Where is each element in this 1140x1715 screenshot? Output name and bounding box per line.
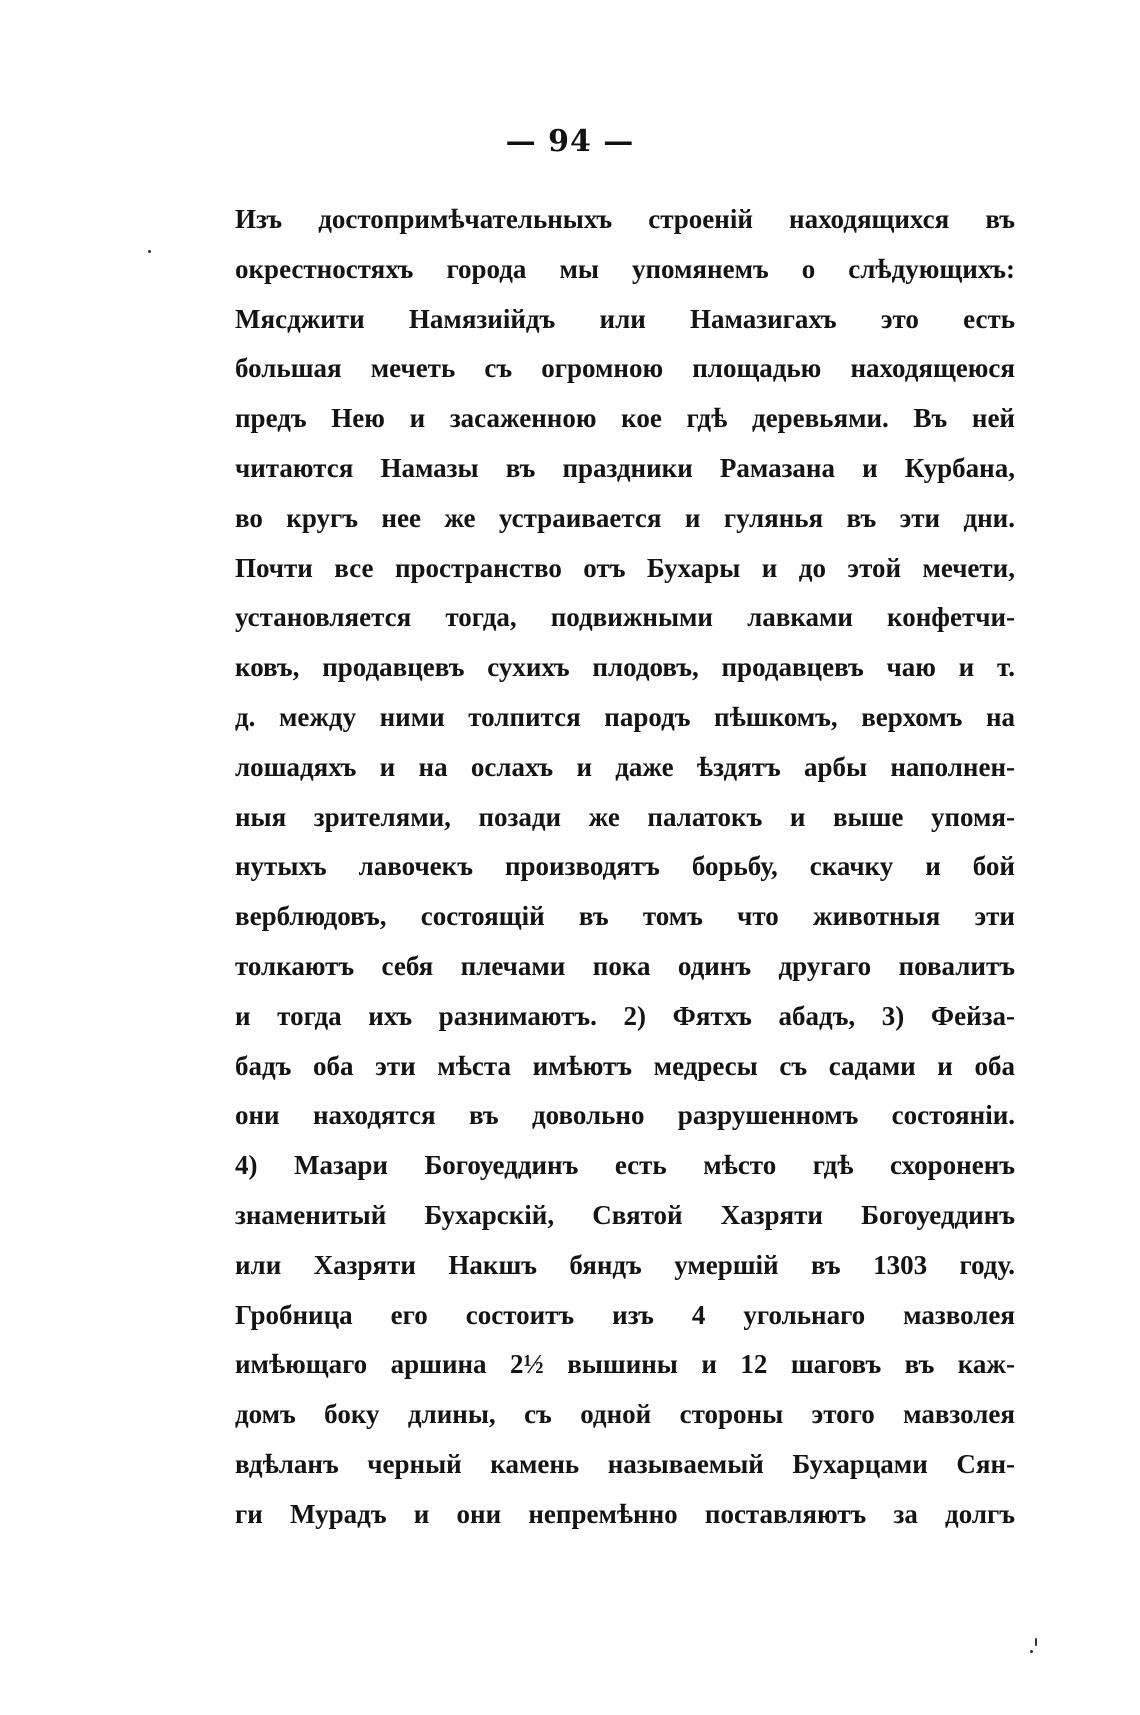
- text-line: читаются Намазы въ праздники Рамазана и Курбана,: [235, 452, 1015, 483]
- page-number: — 94 —: [505, 124, 635, 159]
- text-line: установляется тогда, подвижными лавками конфетчи-: [235, 602, 1015, 633]
- text-line: толкаютъ себя плечами пока одинъ другаго повалитъ: [235, 950, 1015, 981]
- text-line: или Хазряти Накшъ бяндъ умершій въ 1303 году.: [235, 1249, 1015, 1280]
- text-line: Мясджити Намязиійдъ или Намазигахъ это есть: [235, 303, 1015, 334]
- text-line: лошадяхъ и на ослахъ и даже ѣздятъ арбы наполнен-: [235, 751, 1015, 782]
- text-line: нутыхъ лавочекъ производятъ борьбу, скачку и бой: [235, 851, 1015, 882]
- text-line: и тогда ихъ разнимаютъ. 2) Фятхъ абадъ, 3) Фейза-: [235, 1000, 1015, 1031]
- text-line: ги Мурадъ и они непремѣнно поставляютъ за долгъ: [235, 1498, 1015, 1529]
- text-line: Почти все пространство отъ Бухары и до этой мечети,: [235, 552, 1015, 583]
- text-line: имѣющаго аршина 2½ вышины и 12 шаговъ въ каж-: [235, 1349, 1015, 1380]
- text-line: во кругъ нее же устраивается и гулянья въ эти дни.: [235, 502, 1015, 533]
- text-line: ковъ, продавцевъ сухихъ плодовъ, продавцевъ чаю и т.: [235, 652, 1015, 683]
- text-line: бадъ оба эти мѣста имѣютъ медресы съ садами и оба: [235, 1050, 1015, 1081]
- scan-speck: [1035, 1638, 1037, 1646]
- text-line: вдѣланъ черный камень называемый Бухарцами Сян-: [235, 1448, 1015, 1479]
- text-line: домъ боку длины, съ одной стороны этого мавзолея: [235, 1399, 1015, 1430]
- text-line: 4) Мазари Богоуеддинъ есть мѣсто гдѣ схороненъ: [235, 1150, 1015, 1181]
- text-line: Изъ достопримѣчательныхъ строеній находящихся въ: [235, 204, 1015, 234]
- text-line: большая мечеть съ огромною площадью находящеюся: [235, 353, 1015, 384]
- text-line: предъ Нею и засаженною кое гдѣ деревьями. Въ ней: [235, 403, 1015, 434]
- text-line: верблюдовъ, состоящій въ томъ что животныя эти: [235, 901, 1015, 932]
- text-line: Гробница его состоитъ изъ 4 угольнаго мазволея: [235, 1299, 1015, 1330]
- scan-speck: [148, 250, 151, 253]
- text-line: знаменитый Бухарскій, Святой Хазряти Богоуеддинъ: [235, 1199, 1015, 1230]
- text-line: они находятся въ довольно разрушенномъ состояніи.: [235, 1100, 1015, 1131]
- text-line: ныя зрителями, позади же палатокъ и выше упомя-: [235, 801, 1015, 832]
- body-text: [235, 195, 1015, 1540]
- scan-speck: [1030, 1650, 1033, 1653]
- text-line: д. между ними толпится пародъ пѣшкомъ, верхомъ на: [235, 701, 1015, 732]
- text-line: окрестностяхъ города мы упомянемъ о слѣдующихъ:: [235, 253, 1015, 284]
